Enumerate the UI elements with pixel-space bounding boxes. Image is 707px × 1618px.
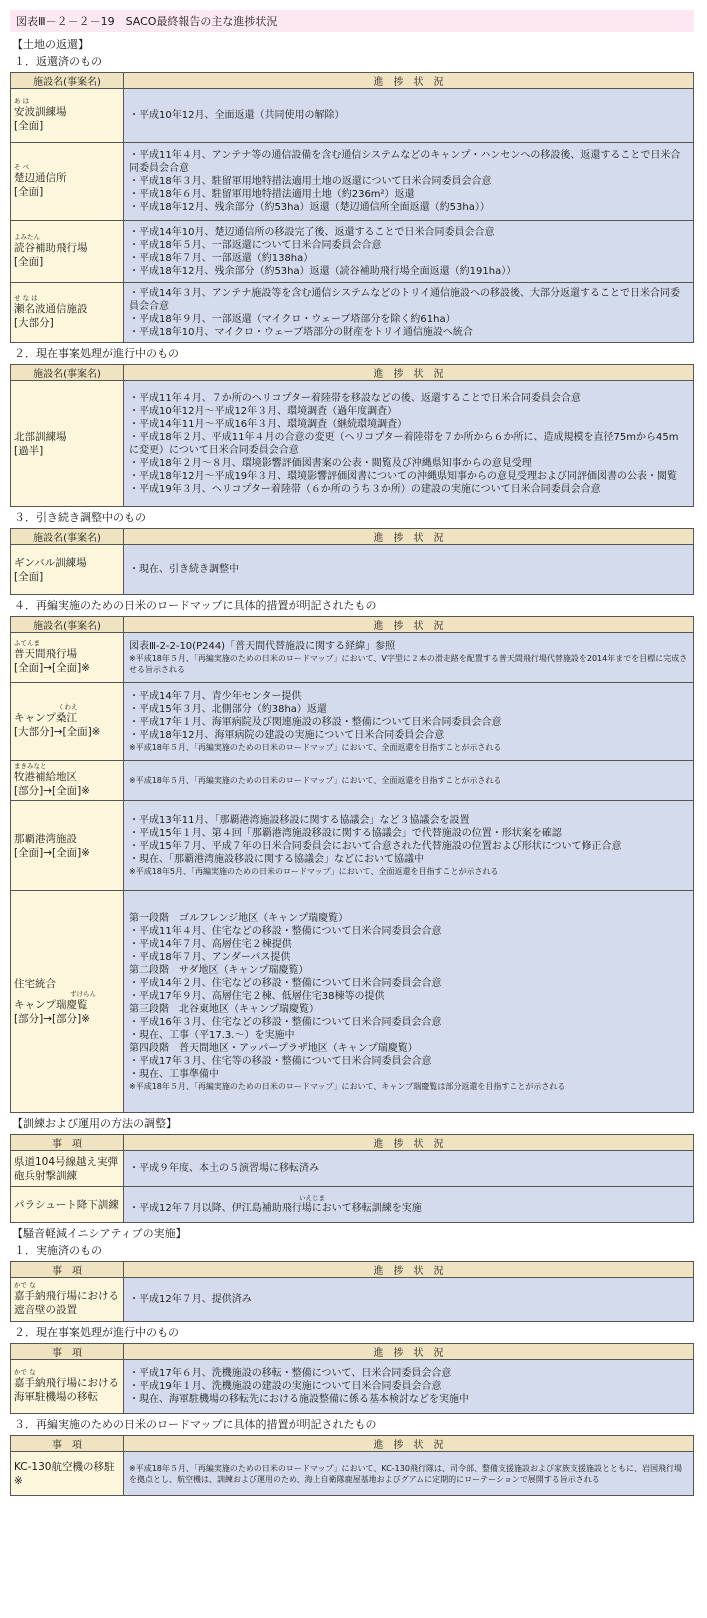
progress-item: 図表Ⅲ-2-2-10(P244)「普天間代替施設に関する経緯」参照 [129,641,396,652]
facility-status: [部分]→[全面]※ [14,785,90,797]
matter-name: 嘉手納飛行場における遮音壁の設置 [14,1290,119,1316]
facility-cell [11,761,124,801]
header-facility: 施設名(事案名) [11,529,124,545]
progress-item: ・平成12年７月以降、伊江島補助飛行場において移転訓練を実施 [129,1202,422,1214]
header-matter: 事 項 [11,1344,124,1360]
progress-item: ・平成18年12月～平成19年３月、環境影響評価図書についての沖縄県知事からの意見受理および同評価図書の公表・閲覧 [129,470,677,482]
facility-status: [過半] [14,444,44,457]
subsection-returned-label: １．返還済のもの [14,55,102,68]
subsection-roadmap-label: ４．再編実施のための日米のロードマップに具体的措置が明記されたもの [14,599,377,612]
progress-cell [124,1278,694,1322]
section-land-label: 【土地の返還】 [12,38,89,51]
progress-item: ・平成10年12月、全面返還（共同使用の解除） [129,110,345,121]
in-progress-table [10,364,694,507]
facility-status: [全面] [14,570,44,583]
progress-item: ・平成18年10月、マイクロ・ウェーブ塔部分の財産をトリイ通信施設へ統合 [129,326,473,338]
facility-ruby: よみたん [14,233,40,241]
progress-item: ・平成14年３月、アンテナ施設等を含む通信システムなどのトリイ通信施設への移設後、大部分返還することで日米合同委員会合意 [129,287,681,312]
progress-item: ・平成14年２月、住宅などの移設・整備について日米合同委員会合意 [129,977,442,989]
facility-name: 牧港補給地区 [14,771,77,783]
progress-item: ・平成16年３月、住宅などの移設・整備について日米合同委員会合意 [129,1016,442,1028]
subsection-noise-done-label: １．実施済のもの [14,1244,102,1257]
progress-cell [124,381,694,507]
matter-name: 県道104号線越え実弾砲兵射撃訓練 [14,1155,119,1182]
table-row [11,283,694,343]
progress-item: ・平成14年７月、高層住宅２棟提供 [129,938,292,950]
progress-item: ・平成17年３月、住宅等の移設・整備について日米合同委員会合意 [129,1055,432,1067]
facility-ruby: くわえ [58,703,78,711]
table-row [11,891,694,1113]
facility-cell [11,633,124,683]
progress-item: ・平成18年７月、アンダーパス提供 [129,951,291,963]
matter-ruby: かで な [14,1368,36,1376]
facility-status: [全面] [14,256,44,268]
table-row [11,801,694,891]
progress-cell [124,633,694,683]
progress-item: ・平成18年７月、一部返還（約138ha） [129,252,314,264]
table-row [11,221,694,283]
section-training-label: 【訓練および運用の方法の調整】 [12,1117,177,1130]
subsection-noise-progress-label: ２．現在事案処理が進行中のもの [14,1326,179,1339]
progress-item: ・平成18年２月～８月、環境影響評価図書案の公表・閲覧及び沖縄県知事からの意見受理 [129,457,532,469]
facility-ruby: ふてんま [14,639,40,647]
progress-note: ※平成18年５月、「再編実施のための日米のロードマップ」において、KC-130飛行隊は、司令部、整備支援施設および家族支援施設とともに、岩国飛行場を拠点とし、航空機は、訓練および運用のため、海上自衛隊鹿屋基地およびグアムに定期的にローテーションで展開する旨示される [129,1463,682,1484]
roadmap-table [10,616,694,1113]
table-header-row [11,1262,694,1278]
header-progress: 進 捗 状 況 [124,1262,694,1278]
progress-note: ※平成18年５月、「再編実施のための日米のロードマップ」において、キャンプ瑞慶覧は部分返還を目指すことが示される [129,1081,566,1091]
header-facility: 施設名(事案名) [11,617,124,633]
table-row [11,143,694,221]
progress-note: ※平成18年５月、「再編実施のための日米のロードマップ」において、V字型に２本の滑走路を配置する普天間飛行場代替施設を2014年までを目標に完成させる旨示される [129,654,688,674]
figure-title: 図表Ⅲ－２－２－19 SACO最終報告の主な進捗状況 [10,10,694,32]
header-progress: 進 捗 状 況 [124,1135,694,1151]
progress-item: ・平成12年７月、提供済み [129,1294,252,1305]
progress-item: ・平成19年３月、ヘリコプター着陸帯（６か所のうち３か所）の建設の実施について日米合同委員会合意 [129,483,601,495]
facility-status: [部分]→[部分]※ [14,1013,90,1025]
facility-cell [11,891,124,1113]
facility-name: 楚辺通信所 [14,172,67,184]
facility-cell [11,89,124,143]
header-progress: 進 捗 状 況 [124,73,694,89]
progress-cell [124,1360,694,1414]
progress-cell [124,683,694,761]
facility-name: キャンプ桑江 [14,712,77,724]
header-progress: 進 捗 状 況 [124,365,694,381]
progress-cell [124,143,694,221]
facility-name: 瀬名波通信施設 [14,303,88,315]
facility-cell [11,143,124,221]
header-facility: 施設名(事案名) [11,365,124,381]
matter-cell [11,1278,124,1322]
progress-item: ・平成10年12月～平成12年３月、環境調査（過年度調査） [129,405,398,417]
progress-cell [124,801,694,891]
matter-cell [11,1151,124,1187]
progress-item: ・現在、海軍駐機場の移転先における施設整備に係る基本検討などを実施中 [129,1394,469,1405]
matter-name: KC-130航空機の移駐 ※ [14,1460,115,1487]
noise-done-table [10,1261,694,1322]
facility-ruby: まきみなと [14,762,47,770]
stage-title: 第四段階 普天間地区・アッパープラザ地区（キャンプ瑞慶覧） [129,1042,418,1054]
table-row [11,89,694,143]
progress-item: ・平成11年４月、住宅などの移設・整備について日米合同委員会合意 [129,925,442,937]
table-row [11,1151,694,1187]
progress-cell [124,89,694,143]
progress-item: ・平成17年１月、海軍病院及び関連施設の移設・整備について日米合同委員会合意 [129,717,502,728]
noise-progress-table [10,1343,694,1414]
facility-name: キャンプ瑞慶覧 [14,999,88,1011]
progress-cell [124,1452,694,1496]
matter-name: 嘉手納飛行場における海軍駐機場の移転 [14,1377,119,1403]
progress-item: ・平成14年11月～平成16年３月、環境調査（継続環境調査） [129,418,408,430]
progress-cell [124,221,694,283]
progress-item: ・現在、工事（平17.3.～）を実施中 [129,1029,295,1041]
subsection-adjusting-label: ３．引き続き調整中のもの [14,511,146,524]
facility-status: [大部分] [14,317,54,329]
progress-item: ・平成14年７月、青少年センター提供 [129,691,302,702]
matter-ruby: かで な [14,1281,36,1289]
progress-cell [124,1151,694,1187]
facility-status: [大部分]→[全面]※ [14,726,101,738]
progress-note: ※平成18年5月、「再編実施のための日米のロードマップ」において、全面返還を目指すことが示される [129,867,499,876]
matter-cell [11,1187,124,1223]
progress-cell [124,283,694,343]
facility-ruby: そ べ [14,163,30,171]
progress-item: ・平成18年６月、駐留軍用地特措法適用土地（約236m²）返還 [129,189,415,200]
stage-title: 第一段階 ゴルフレンジ地区（キャンプ瑞慶覧） [129,912,349,924]
facility-cell [11,545,124,595]
table-header-row [11,73,694,89]
header-matter: 事 項 [11,1436,124,1452]
progress-item: ・平成19年１月、洗機施設の建設の実施について日米合同委員会合意 [129,1381,442,1392]
header-progress: 進 捗 状 況 [124,617,694,633]
facility-name: ギンバル訓練場 [14,556,87,569]
progress-item: ・平成11年４月、７か所のヘリコプター着陸帯を移設などの後、返還することで日米合同委員会合意 [129,392,581,404]
facility-status: [全面] [14,120,44,132]
table-row [11,381,694,507]
progress-item: ・現在、「那覇港湾施設移設に関する協議会」などにおいて協議中 [129,854,424,865]
facility-status: [全面]→[全面]※ [14,662,90,674]
progress-note: ※平成18年５月、「再編実施のための日米のロードマップ」において、全面返還を目指すことが示される [129,776,502,785]
progress-item: ・平成11年４月、アンテナ等の通信設備を含む通信システムなどのキャンプ・ハンセンへの移設後、返還することで日米合同委員会合意 [129,150,681,174]
progress-item: ・平成15年１月、第４回「那覇港湾施設移設に関する協議会」で代替施設の位置・形状案を確認 [129,828,562,839]
table-row [11,633,694,683]
stage-title: 第三段階 北谷東地区（キャンプ瑞慶覧） [129,1003,319,1015]
table-row [11,1278,694,1322]
progress-item: ・平成９年度、本土の５演習場に移転済み [129,1163,319,1174]
header-matter: 事 項 [11,1135,124,1151]
table-header-row [11,1344,694,1360]
subsection-noise-roadmap-label: ３．再編実施のための日米のロードマップに具体的措置が明記されたもの [14,1418,377,1431]
subsection-in-progress-label: ２．現在事案処理が進行中のもの [14,347,179,360]
matter-cell [11,1360,124,1414]
table-row [11,761,694,801]
progress-note: ※平成18年５月、「再編実施のための日米のロードマップ」において、全面返還を目指すことが示される [129,743,502,752]
progress-item: ・平成18年12月、残余部分（約53ha）返還（読谷補助飛行場全面返還（約191ha）） [129,265,517,277]
facility-cell [11,801,124,891]
table-header-row [11,1135,694,1151]
facility-cell [11,283,124,343]
facility-cell [11,683,124,761]
progress-item: ・平成17年６月、洗機施設の移転・整備について、日米合同委員会合意 [129,1368,452,1379]
matter-name: パラシュート降下訓練 [14,1198,119,1211]
facility-name: 北部訓練場 [14,430,67,443]
training-table [10,1134,694,1223]
table-header-row [11,529,694,545]
facility-status: [全面] [14,186,44,198]
facility-ruby: せ な は [14,294,38,302]
table-header-row [11,365,694,381]
progress-ruby: いえじま [299,1193,325,1202]
facility-name: 読谷補助飛行場 [14,242,88,254]
table-row [11,1187,694,1223]
section-noise-label: 【騒音軽減イニシアティブの実施】 [12,1227,187,1240]
header-progress: 進 捗 状 況 [124,529,694,545]
progress-item: ・平成13年11月、「那覇港湾施設移設に関する協議会」など３協議会を設置 [129,815,470,826]
table-header-row [11,1436,694,1452]
progress-item: ・現在、引き続き調整中 [129,564,239,575]
facility-name: 普天間飛行場 [14,648,77,660]
progress-item: ・平成15年３月、北側部分（約38ha）返還 [129,704,327,715]
facility-cell [11,221,124,283]
progress-item: ・平成18年９月、一部返還（マイクロ・ウェーブ塔部分を除く約61ha） [129,313,456,325]
progress-item: ・現在、工事準備中 [129,1068,219,1080]
progress-item: ・平成14年10月、楚辺通信所の移設完了後、返還することで日米合同委員会合意 [129,226,495,238]
header-progress: 進 捗 状 況 [124,1436,694,1452]
table-header-row [11,617,694,633]
facility-cell [11,381,124,507]
header-progress: 進 捗 状 況 [124,1344,694,1360]
progress-cell [124,1187,694,1223]
facility-name: 安波訓練場 [14,106,67,118]
table-row [11,683,694,761]
progress-cell [124,545,694,595]
progress-item: ・平成18年３月、駐留軍用地特措法適用土地の返還について日米合同委員会合意 [129,176,492,187]
progress-item: ・平成17年９月、高層住宅２棟、低層住宅38棟等の提供 [129,990,385,1002]
progress-item: ・平成18年12月、残余部分（約53ha）返還（楚辺通信所全面返還（約53ha）） [129,202,490,213]
facility-ruby: ずけらん [70,990,96,998]
progress-item: ・平成15年７月、平成７年の日米合同委員会において合意された代替施設の位置および形状について修正合意 [129,841,622,852]
stage-title: 第二段階 サダ地区（キャンプ瑞慶覧） [129,964,309,976]
noise-roadmap-table [10,1435,694,1496]
progress-item: ・平成18年５月、一部返還について日米合同委員会合意 [129,239,382,251]
header-facility: 施設名(事案名) [11,73,124,89]
progress-item: ・平成18年２月、平成11年４月の合意の変更（ヘリコプター着陸帯を７か所から６か所に、造成規模を直径75mから45mに変更）について日米合同委員会合意 [129,431,679,456]
table-row [11,1360,694,1414]
progress-cell [124,761,694,801]
header-matter: 事 項 [11,1262,124,1278]
facility-name: 那覇港湾施設 [14,832,77,845]
progress-cell [124,891,694,1113]
facility-ruby: あ は [14,97,30,105]
matter-cell [11,1452,124,1496]
table-row [11,545,694,595]
returned-table [10,72,694,343]
table-row [11,1452,694,1496]
adjusting-table [10,528,694,595]
facility-name: 住宅統合 [14,978,56,990]
progress-item: ・平成18年12月、海軍病院の建設の実施について日米合同委員会合意 [129,730,445,741]
facility-status: [全面]→[全面]※ [14,846,90,859]
